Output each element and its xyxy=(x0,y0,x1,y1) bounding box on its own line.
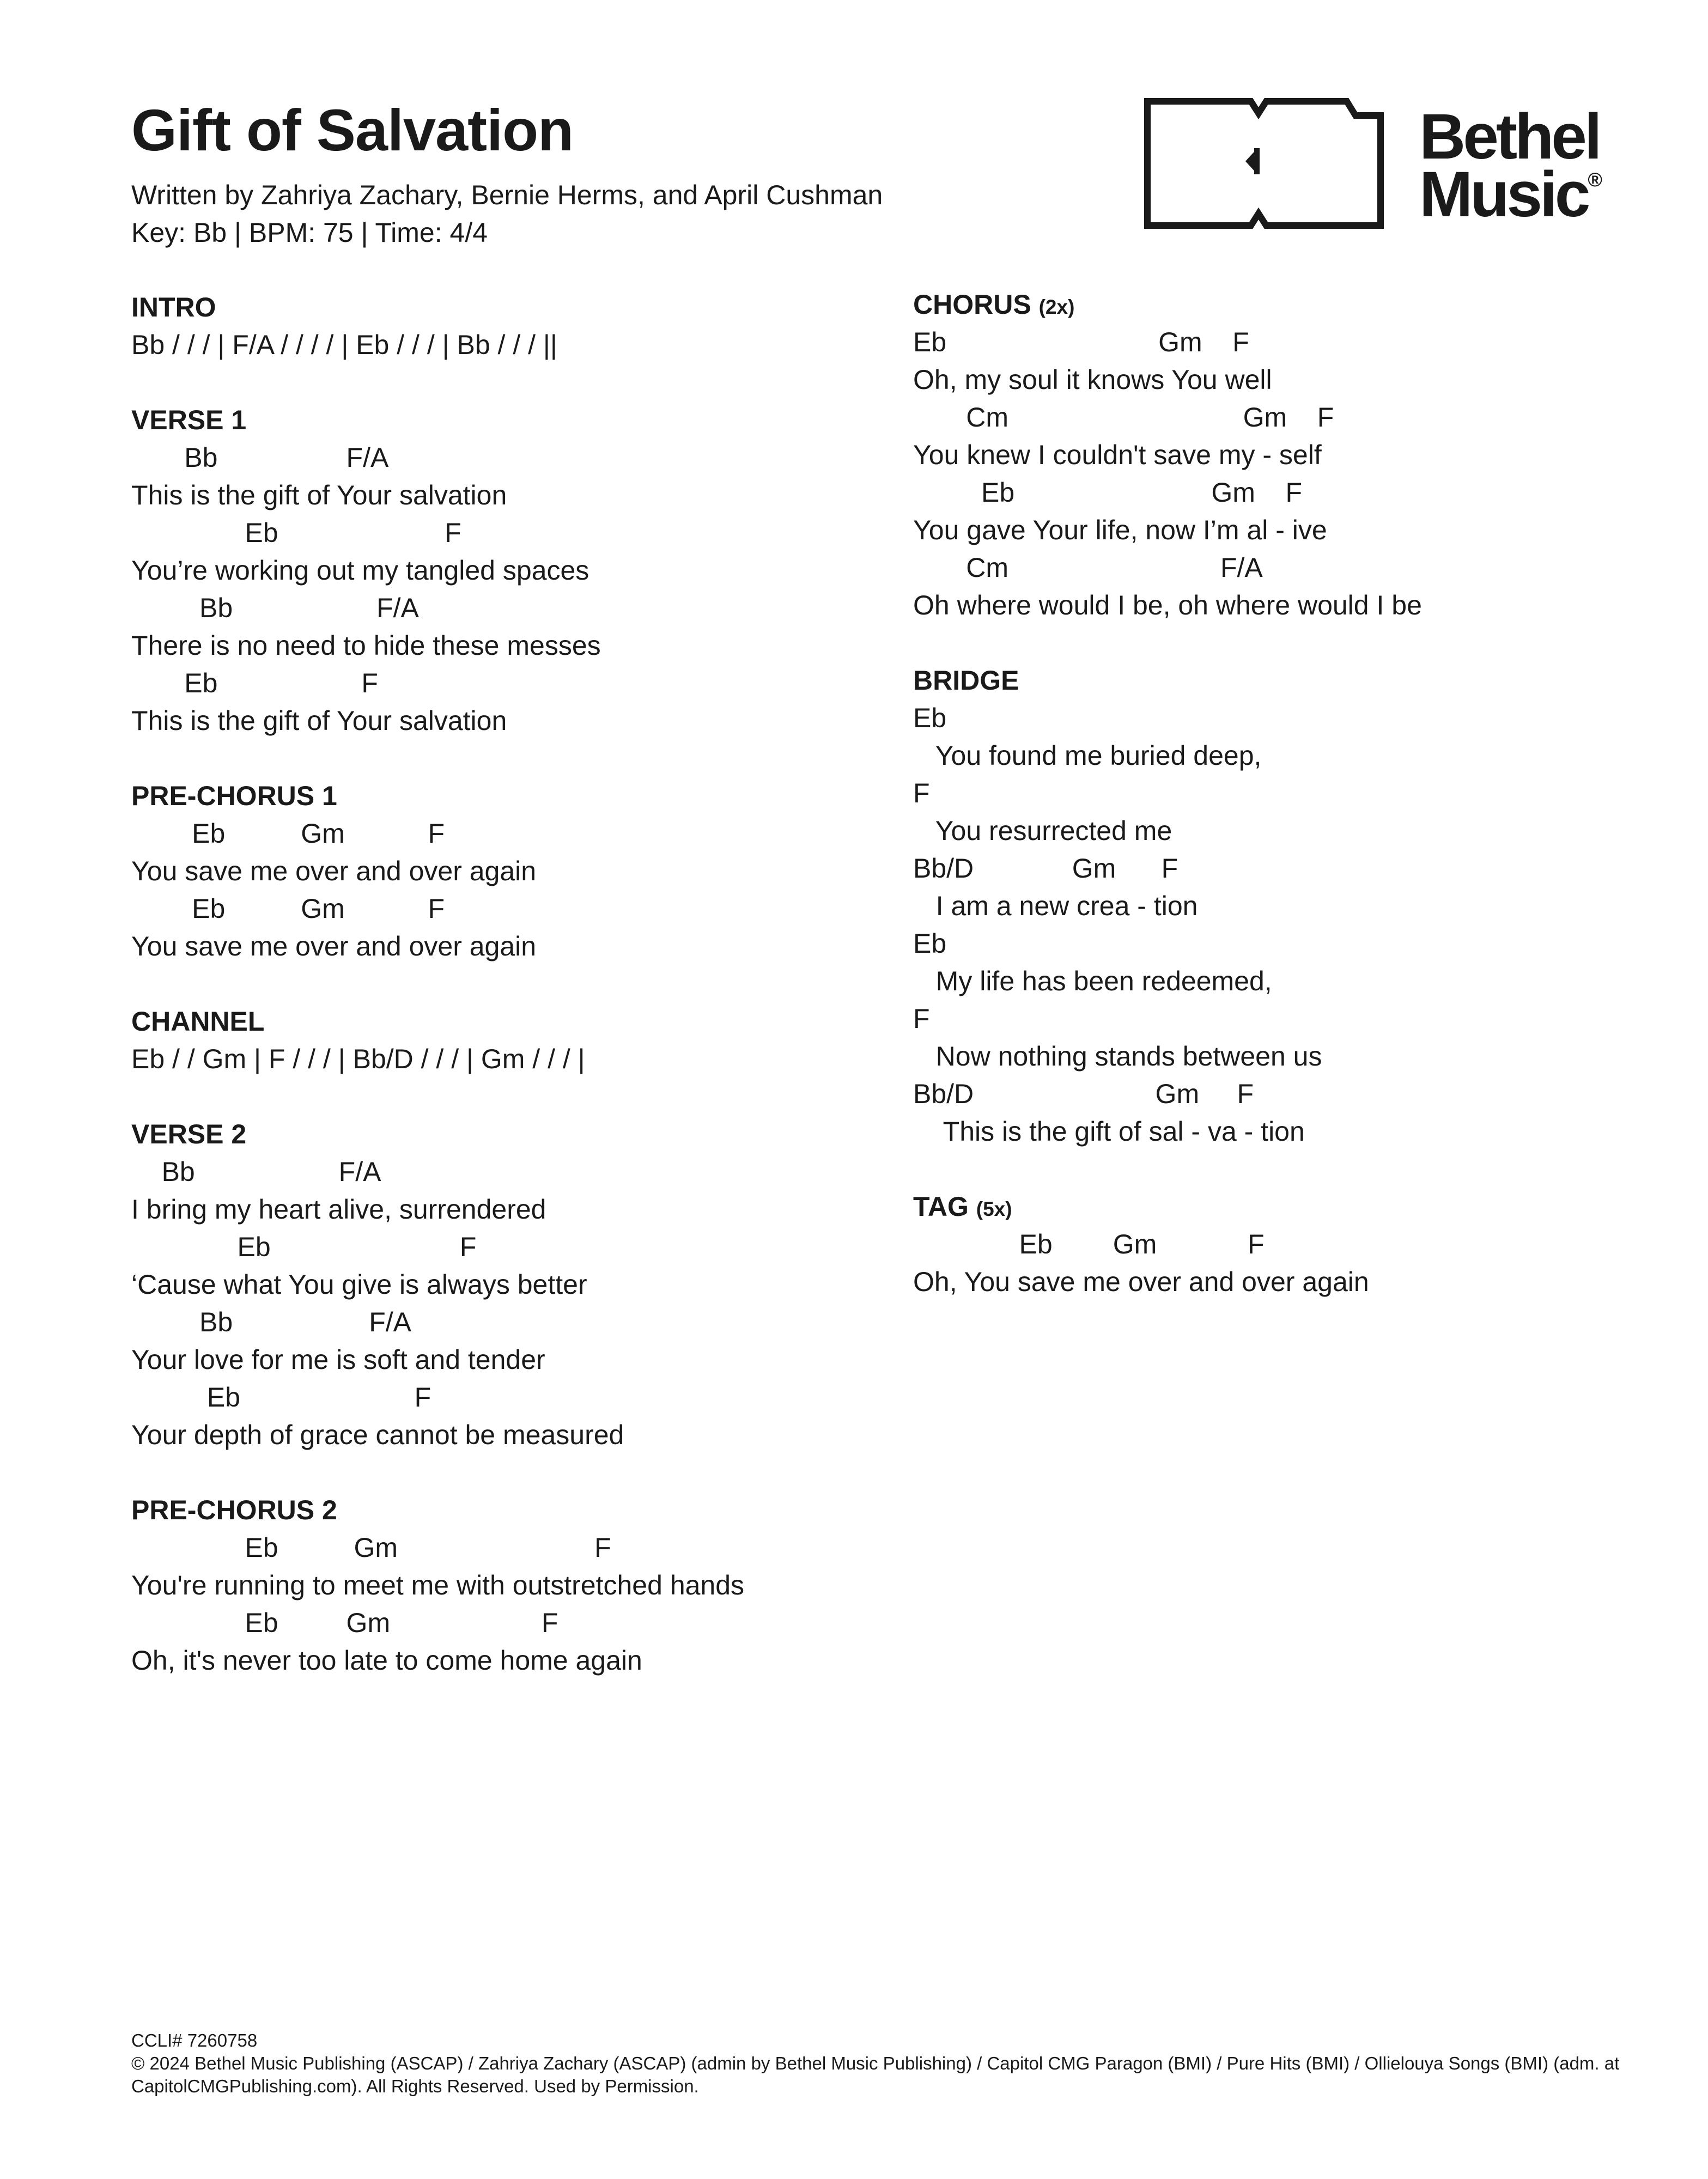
section-heading-channel: CHANNEL xyxy=(131,1006,265,1037)
song-info: Key: Bb | BPM: 75 | Time: 4/4 xyxy=(131,217,488,248)
chord-line: Eb xyxy=(913,928,947,959)
chord-line: Cm F/A xyxy=(913,552,1263,583)
lyric-line: You're running to meet me with outstretched hands xyxy=(131,1570,745,1600)
song-writers: Written by Zahriya Zachary, Bernie Herms, and April Cushman xyxy=(131,180,883,210)
chord-line: Bb/D Gm F xyxy=(913,1079,1254,1109)
section-heading-verse-2: VERSE 2 xyxy=(131,1119,247,1149)
lyric-line: Your depth of grace cannot be measured xyxy=(131,1420,624,1450)
chord-line: Eb Gm F xyxy=(131,1608,558,1638)
right-column xyxy=(913,286,1422,1301)
lyric-line: Oh, my soul it knows You well xyxy=(913,364,1272,395)
lyric-line: You gave Your life, now I’m al - ive xyxy=(913,515,1327,545)
logo-line-1: Bethel xyxy=(1419,101,1600,173)
lyric-line: This is the gift of Your salvation xyxy=(131,705,507,736)
chord-line: Eb xyxy=(913,703,947,733)
chord-line: Bb F/A xyxy=(131,593,419,623)
lyric-line: Oh, You save me over and over again xyxy=(913,1267,1369,1297)
lyric-line: My life has been redeemed, xyxy=(913,966,1272,996)
section-heading-bridge: BRIDGE xyxy=(913,665,1019,696)
chord-line: Bb/D Gm F xyxy=(913,853,1178,884)
copyright-footer xyxy=(131,2029,1646,2098)
lyric-line: There is no need to hide these messes xyxy=(131,630,601,661)
chord-line: Bb F/A xyxy=(131,442,389,473)
lyric-line: This is the gift of Your salvation xyxy=(131,480,507,510)
section-heading-pre-chorus-2: PRE-CHORUS 2 xyxy=(131,1495,337,1525)
chord-line: Cm Gm F xyxy=(913,402,1334,433)
chorus-heading-label: CHORUS xyxy=(913,289,1031,320)
lyric-line: Oh, it's never too late to come home again xyxy=(131,1645,642,1676)
section-heading-intro: INTRO xyxy=(131,292,216,322)
chord-line: Eb Gm F xyxy=(913,327,1249,357)
chord-line: Eb F xyxy=(131,1232,477,1262)
section-heading-tag xyxy=(913,1188,1422,1226)
registered-mark: ® xyxy=(1588,168,1602,191)
chord-line: Eb Gm F xyxy=(131,818,445,849)
copyright-notice: © 2024 Bethel Music Publishing (ASCAP) / Zahriya Zachary (ASCAP) (admin by Bethel Music Publishing) / Capitol CMG Paragon (BMI) / Pure Hits (BMI) / Ollielouya Songs (BMI) (adm. at CapitolCMGPublishing.com). All Rights Reserved. Used by Permission. xyxy=(131,2053,1620,2096)
lyric-line: This is the gift of sal - va - tion xyxy=(913,1116,1305,1147)
lyric-line: You save me over and over again xyxy=(131,931,537,961)
section-heading-pre-chorus-1: PRE-CHORUS 1 xyxy=(131,781,337,811)
chord-line: Eb Gm F xyxy=(913,1229,1265,1259)
chord-line: Eb Gm F xyxy=(131,893,445,924)
intro-chords: Bb / / / | F/A / / / / | Eb / / / | Bb / / / || xyxy=(131,330,557,360)
lyric-line: Oh where would I be, oh where would I be xyxy=(913,590,1422,620)
lyric-line: You knew I couldn't save my - self xyxy=(913,440,1322,470)
chord-line: Bb F/A xyxy=(131,1307,412,1337)
lyric-line: You resurrected me xyxy=(913,815,1172,846)
bethel-music-wordmark xyxy=(1419,101,1602,231)
chord-line: Bb F/A xyxy=(131,1157,381,1187)
song-title: Gift of Salvation xyxy=(131,97,574,163)
lyric-line: Your love for me is soft and tender xyxy=(131,1344,545,1375)
lyric-line: I bring my heart alive, surrendered xyxy=(131,1194,546,1225)
section-heading-chorus xyxy=(913,286,1422,324)
lyric-line: You found me buried deep, xyxy=(913,740,1262,771)
left-column xyxy=(131,289,744,1679)
chord-line: Eb F xyxy=(131,1382,431,1413)
lyric-line: Now nothing stands between us xyxy=(913,1041,1322,1072)
chord-line: Eb F xyxy=(131,668,378,698)
chord-line: F xyxy=(913,778,930,808)
ccli-number: CCLI# 7260758 xyxy=(131,2030,258,2050)
chord-line: Eb F xyxy=(131,518,461,548)
chord-line: F xyxy=(913,1003,930,1034)
lyric-line: You’re working out my tangled spaces xyxy=(131,555,589,586)
lyric-line: You save me over and over again xyxy=(131,856,537,886)
chord-line: Eb Gm F xyxy=(131,1532,611,1563)
channel-chords: Eb / / Gm | F / / / | Bb/D / / / | Gm / / / | xyxy=(131,1044,585,1074)
logo-line-2: Music xyxy=(1419,159,1588,231)
lyric-line: ‘Cause what You give is always better xyxy=(131,1269,587,1300)
chorus-repeat-note: (2x) xyxy=(1038,296,1075,318)
bethel-music-logo-icon xyxy=(1144,98,1384,229)
tag-heading-label: TAG xyxy=(913,1191,969,1222)
tag-repeat-note: (5x) xyxy=(976,1198,1012,1220)
section-heading-verse-1: VERSE 1 xyxy=(131,405,247,435)
lyric-line: I am a new crea - tion xyxy=(913,891,1198,921)
chord-line: Eb Gm F xyxy=(913,477,1303,508)
